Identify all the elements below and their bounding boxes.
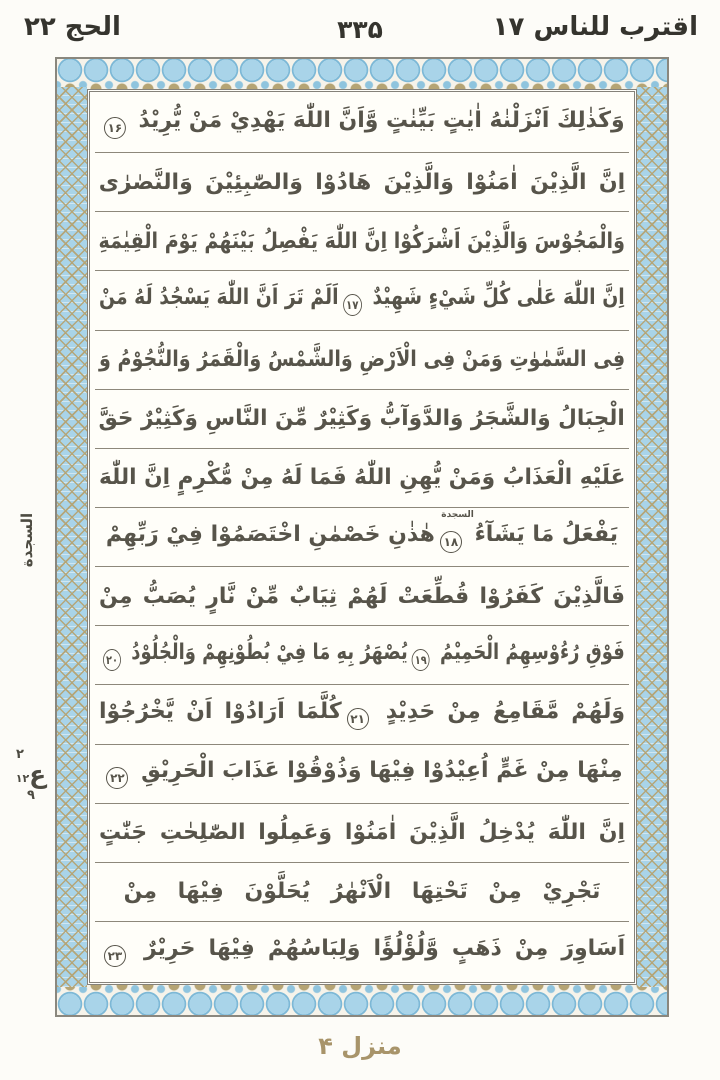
quran-line-content (99, 584, 625, 609)
quran-line-content (124, 879, 601, 904)
ayah-text: فَالَّذِيْنَ كَفَرُوْا قُطِّعَتْ لَهُمْ ثِيَابٌ مِّنْ نَّارٍ يُصَبُّ مِنْ (99, 583, 625, 609)
quran-line (95, 685, 629, 744)
quran-line (95, 94, 629, 153)
ayah-text: يُصْهَرُ بِهِ مَا فِيْ بُطُوْنِهِمْ وَالْجُلُوْدُ (131, 639, 408, 665)
quran-line (95, 626, 629, 685)
verse-number-badge: ۲۲ (106, 767, 128, 789)
verse-number-badge: ۱۸ (440, 531, 462, 553)
ayah-text: وَالْمَجُوْسَ وَالَّذِيْنَ اَشْرَكُوْا اِنَّ اللّٰهَ يَفْصِلُ بَيْنَهُمْ يَوْمَ الْقِيٰمَةِ (98, 228, 626, 254)
header-surah-label: الحج ۲۲ (24, 12, 121, 42)
ayah-text: اَلَمْ تَرَ اَنَّ اللّٰهَ يَسْجُدُ لَهُ مَنْ (99, 284, 339, 310)
border-ornament-left (57, 87, 87, 987)
quran-line (95, 745, 629, 804)
verse-end-marker (412, 640, 430, 671)
verse-end-marker (104, 108, 126, 139)
ayah-text: اِنَّ اللّٰهَ عَلٰى كُلِّ شَيْءٍ شَهِيْدٌ (372, 284, 625, 310)
ayah-text: يَفْعَلُ مَا يَشَآءُ (474, 521, 619, 547)
ruku-ain-glyph: ع (29, 759, 47, 789)
ayah-text: هٰذٰنِ خَصْمٰنِ اخْتَصَمُوْا فِيْ رَبِّهِمْ (105, 521, 435, 547)
quran-line-content (99, 285, 625, 316)
verse-number-badge: ۲۰ (103, 649, 121, 671)
verse-end-marker (104, 936, 126, 967)
quran-line-content (99, 170, 625, 195)
ruku-number-in-surah: ۲ (16, 747, 24, 762)
verse-number-badge: ۱۷ (343, 294, 362, 316)
ayah-text: اَسَاوِرَ مِنْ ذَهَبٍ وَّلُؤْلُؤًا وَلِبَاسُهُمْ فِيْهَا حَرِيْرٌ (143, 935, 626, 961)
quran-line-content (99, 640, 625, 671)
quran-line-content (99, 936, 625, 967)
verse-end-marker (347, 699, 369, 730)
ornamental-border-frame (55, 57, 669, 1017)
ayah-text: الْجِبَالُ وَالشَّجَرُ وَالدَّوَآبُّ وَكَثِيْرٌ مِّنَ النَّاسِ وَكَثِيْرٌ حَقَّ (98, 406, 626, 432)
verse-end-marker (106, 758, 128, 789)
verse-end-marker (103, 640, 121, 671)
ayah-text: اِنَّ اللّٰهَ يُدْخِلُ الَّذِيْنَ اٰمَنُوْا وَعَمِلُوا الصّٰلِحٰتِ جَنّٰتٍ (98, 820, 626, 846)
ayah-text: كُلَّمَا اَرَادُوْا اَنْ يَّخْرُجُوْا (99, 698, 342, 724)
quran-line (95, 449, 629, 508)
quran-line-content (99, 465, 625, 490)
quran-line-content (99, 108, 625, 139)
text-panel (87, 89, 637, 985)
verse-end-marker (440, 509, 474, 553)
quran-line-content (105, 509, 619, 553)
verse-end-marker (343, 285, 362, 316)
ayah-text: اِنَّ الَّذِيْنَ اٰمَنُوْا وَالَّذِيْنَ هَادُوْا وَالصّٰبِئِيْنَ وَالنَّصٰرٰى (98, 169, 626, 195)
verse-number-badge: ۲۱ (347, 708, 369, 730)
verse-number-badge: ۱۶ (104, 117, 126, 139)
quran-line-content (99, 229, 625, 254)
ayah-text: مِنْهَا مِنْ غَمٍّ اُعِيْدُوْا فِيْهَا وَذُوْقُوْا عَذَابَ الْحَرِيْقِ (141, 758, 623, 784)
quran-line (95, 567, 629, 626)
verse-number-badge: ۲۳ (104, 945, 126, 967)
ruku-ayah-count: ۱۲ (15, 771, 30, 785)
ayah-text: وَلَهُمْ مَّقَامِعُ مِنْ حَدِيْدٍ (385, 698, 626, 724)
footer-manzil-label: منزل ۴ (318, 1032, 402, 1060)
quran-line-content (99, 347, 625, 372)
quran-line (95, 153, 629, 212)
border-ornament-top (57, 59, 667, 89)
quran-line-content (101, 758, 622, 789)
margin-ruku-marker (10, 748, 52, 803)
quran-line (95, 508, 629, 567)
quran-line (95, 390, 629, 449)
ayah-text: وَكَذٰلِكَ اَنْزَلْنٰهُ اٰيٰتٍ بَيِّنٰتٍ وَّاَنَّ اللّٰهَ يَهْدِيْ مَنْ يُّرِيْدُ (138, 107, 625, 133)
quran-line (95, 804, 629, 863)
margin-sajdah-label: السجدة (18, 512, 36, 568)
border-ornament-right (637, 87, 667, 987)
ayah-text: تَجْرِيْ مِنْ تَحْتِهَا الْاَنْهٰرُ يُحَلَّوْنَ فِيْهَا مِنْ (123, 879, 601, 905)
border-ornament-bottom (57, 985, 667, 1015)
verse-number-badge: ۱۹ (412, 649, 430, 671)
quran-line-content (99, 699, 625, 730)
text-area (95, 94, 629, 980)
quran-line-content (99, 406, 625, 431)
quran-line (95, 331, 629, 390)
ayah-text: فِى السَّمٰوٰتِ وَمَنْ فِى الْاَرْضِ وَالشَّمْسُ وَالْقَمَرُ وَالنُّجُوْمُ وَ (98, 346, 626, 372)
ruku-number-in-juz: ۹ (27, 787, 35, 803)
header-juz-label: اقترب للناس ۱۷ (492, 12, 698, 42)
ayah-text: عَلَيْهِ الْعَذَابُ وَمَنْ يُّهِنِ اللّٰهُ فَمَا لَهُ مِنْ مُّكْرِمٍ اِنَّ اللّٰهَ (98, 465, 626, 491)
header-page-number: ۳۳۵ (337, 15, 383, 44)
quran-line (95, 271, 629, 330)
quran-line (95, 922, 629, 980)
ayah-text: فَوْقِ رُءُوْسِهِمُ الْحَمِيْمُ (440, 639, 625, 665)
quran-line-content (99, 820, 625, 845)
quran-line (95, 212, 629, 271)
sajdah-inline-label: السجدة (441, 509, 474, 520)
quran-line (95, 863, 629, 922)
